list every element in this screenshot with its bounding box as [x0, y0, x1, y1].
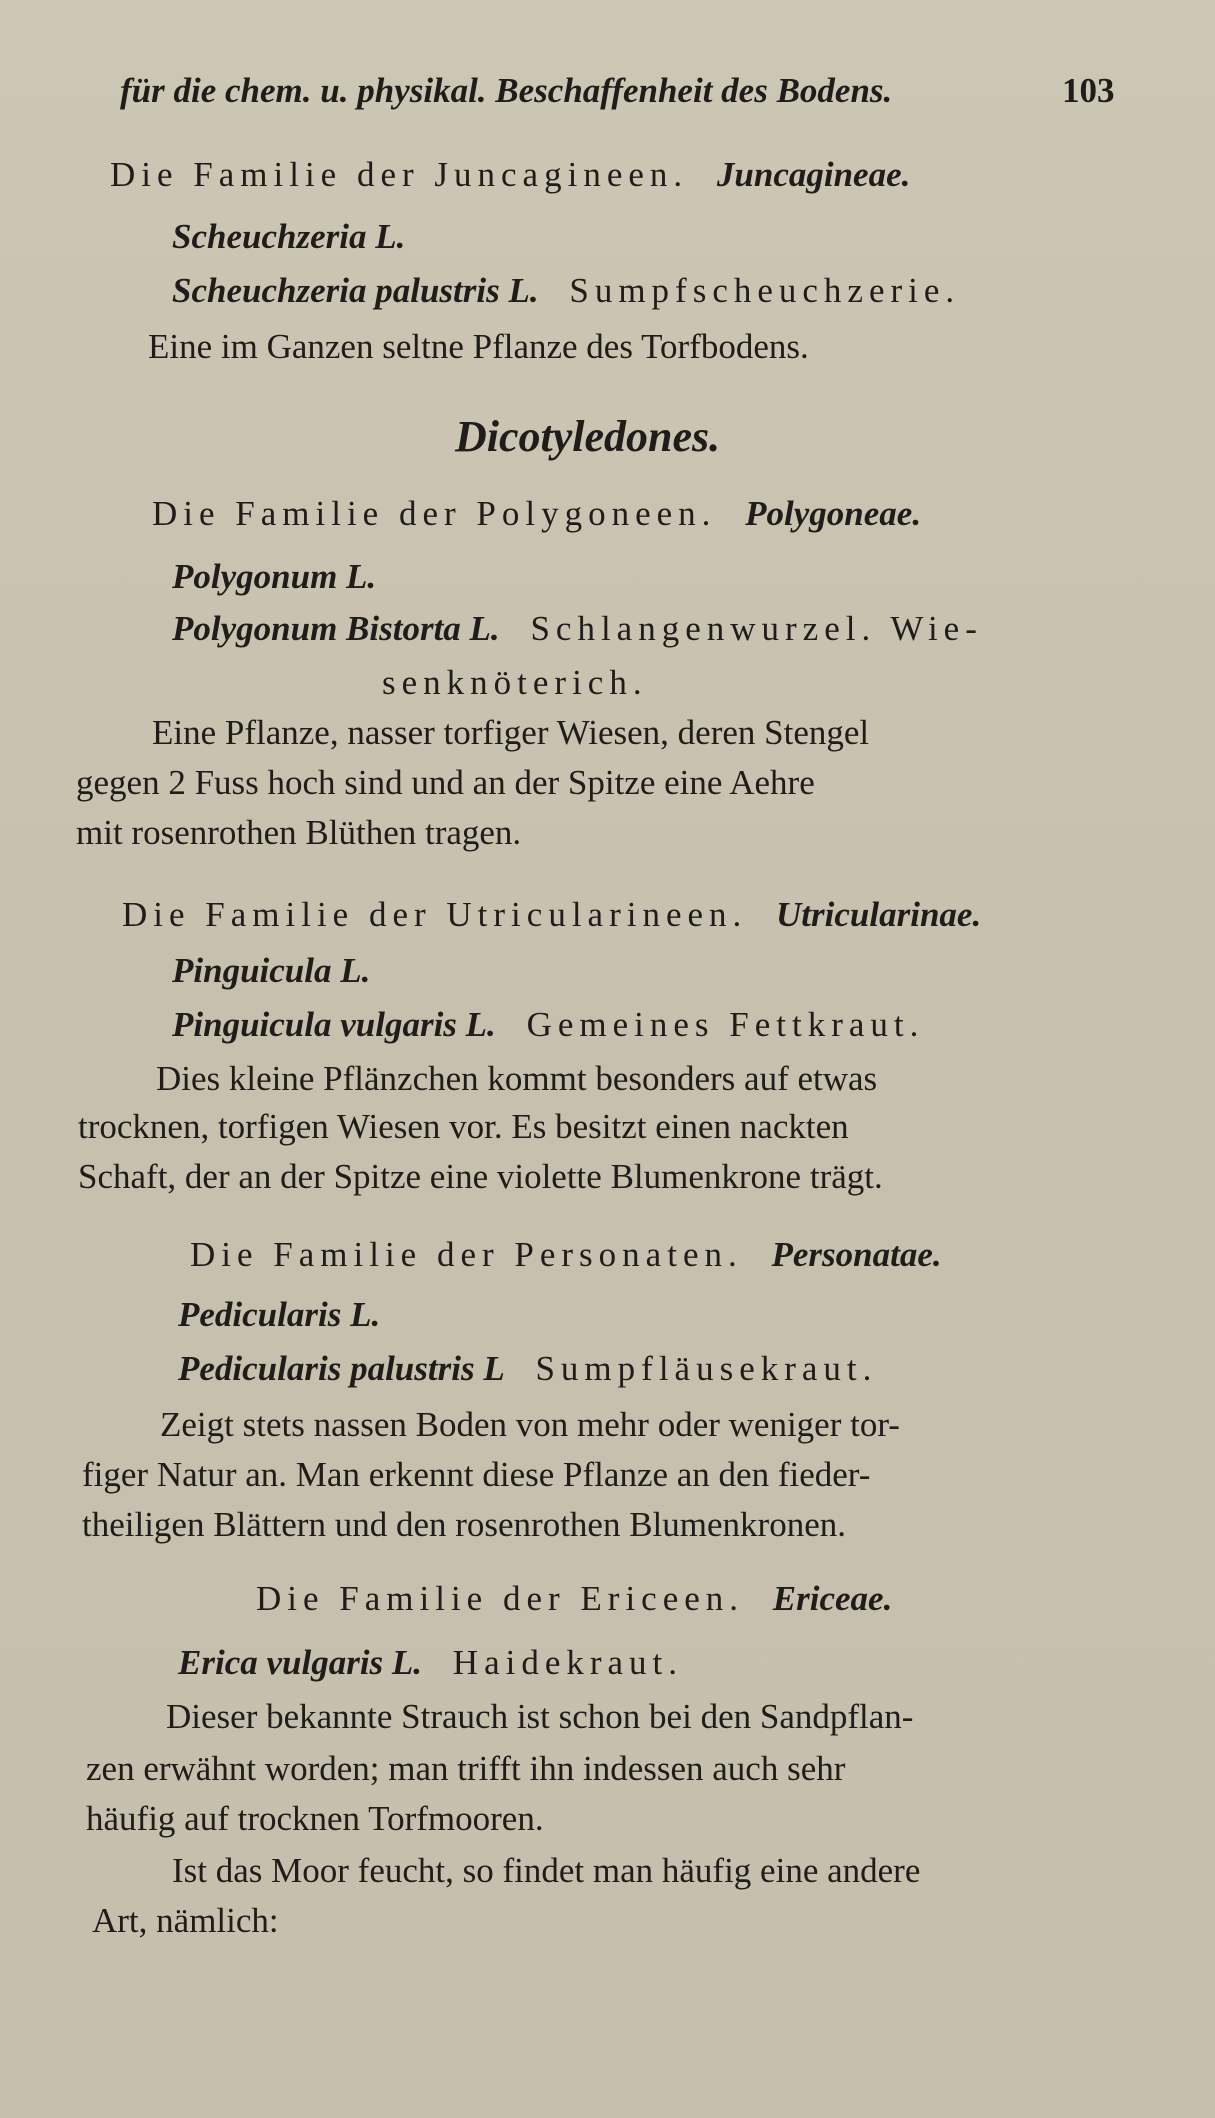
desc-line: Eine Pflanze, nasser torfiger Wiesen, deren Stengel	[152, 713, 870, 752]
desc-line: Art, nämlich:	[92, 1901, 279, 1940]
desc-line: figer Natur an. Man erkennt diese Pflanze an den fieder-	[82, 1455, 871, 1494]
family-label: Die Familie der Polygoneen.	[152, 494, 717, 533]
species-common: Sumpfscheuchzerie.	[569, 271, 961, 310]
desc-line: Eine im Ganzen seltne Pflanze des Torfbodens.	[148, 327, 809, 366]
page-number: 103	[1062, 71, 1115, 110]
species-common: Gemeines Fettkraut.	[526, 1005, 925, 1044]
desc-line: Zeigt stets nassen Boden von mehr oder weniger tor-	[160, 1405, 900, 1444]
section-heading: Dicotyledones.	[455, 412, 721, 461]
species-latin: Scheuchzeria palustris L.	[172, 271, 539, 310]
running-title: für die chem. u. physikal. Beschaffenheit des Bodens.	[120, 71, 893, 110]
species-latin: Polygonum Bistorta L.	[172, 609, 500, 648]
species-latin: Pinguicula vulgaris L.	[172, 1005, 496, 1044]
family-latin: Polygoneae.	[745, 494, 922, 533]
species-common: Schlangenwurzel. Wie-	[530, 609, 983, 648]
family-heading-personatae	[190, 1232, 942, 1278]
desc-line: häufig auf trocknen Torfmooren.	[86, 1799, 544, 1838]
family-heading-utricularinae	[122, 892, 981, 938]
family-latin: Utricularinae.	[776, 895, 982, 934]
running-header	[120, 68, 892, 114]
species-pedicularis-palustris	[178, 1346, 877, 1392]
species-erica-vulgaris	[178, 1640, 683, 1686]
family-label: Die Familie der Personaten.	[190, 1235, 743, 1274]
desc-line: Ist das Moor feucht, so findet man häufig eine andere	[172, 1851, 921, 1890]
desc-line: Dieser bekannte Strauch ist schon bei den Sandpflan-	[166, 1697, 914, 1736]
family-latin: Juncagineae.	[716, 155, 911, 194]
genus-scheuchzeria: Scheuchzeria L.	[172, 217, 406, 256]
species-pinguicula-vulgaris	[172, 1002, 924, 1048]
family-label: Die Familie der Ericeen.	[256, 1579, 745, 1618]
species-common-cont: senknöterich.	[382, 663, 648, 702]
desc-line: Schaft, der an der Spitze eine violette Blumenkrone trägt.	[78, 1157, 883, 1196]
species-common: Sumpfläusekraut.	[535, 1349, 878, 1388]
desc-line: trocknen, torfigen Wiesen vor. Es besitzt einen nackten	[78, 1107, 849, 1146]
desc-line: mit rosenrothen Blüthen tragen.	[76, 813, 522, 852]
family-latin: Ericeae.	[772, 1579, 893, 1618]
desc-line: Dies kleine Pflänzchen kommt besonders auf etwas	[156, 1059, 878, 1098]
family-heading-polygoneae	[152, 491, 921, 537]
desc-line: zen erwähnt worden; man trifft ihn indessen auch sehr	[86, 1749, 846, 1788]
genus-pinguicula: Pinguicula L.	[172, 951, 371, 990]
species-polygonum-bistorta	[172, 606, 983, 652]
family-label: Die Familie der Utricularineen.	[122, 895, 748, 934]
desc-line: gegen 2 Fuss hoch sind und an der Spitze eine Aehre	[76, 763, 815, 802]
family-heading-juncagineae	[110, 152, 910, 198]
page-number-line	[1062, 68, 1115, 114]
family-heading-ericeae	[256, 1576, 892, 1622]
family-label: Die Familie der Juncagineen.	[110, 155, 689, 194]
desc-line: theiligen Blättern und den rosenrothen Blumenkronen.	[82, 1505, 846, 1544]
species-scheuchzeria-palustris	[172, 268, 960, 314]
species-common: Haidekraut.	[452, 1643, 684, 1682]
family-latin: Personatae.	[771, 1235, 942, 1274]
genus-pedicularis: Pedicularis L.	[178, 1295, 381, 1334]
genus-polygonum: Polygonum L.	[172, 557, 377, 596]
species-latin: Erica vulgaris L.	[178, 1643, 423, 1682]
species-latin: Pedicularis palustris L	[178, 1349, 505, 1388]
